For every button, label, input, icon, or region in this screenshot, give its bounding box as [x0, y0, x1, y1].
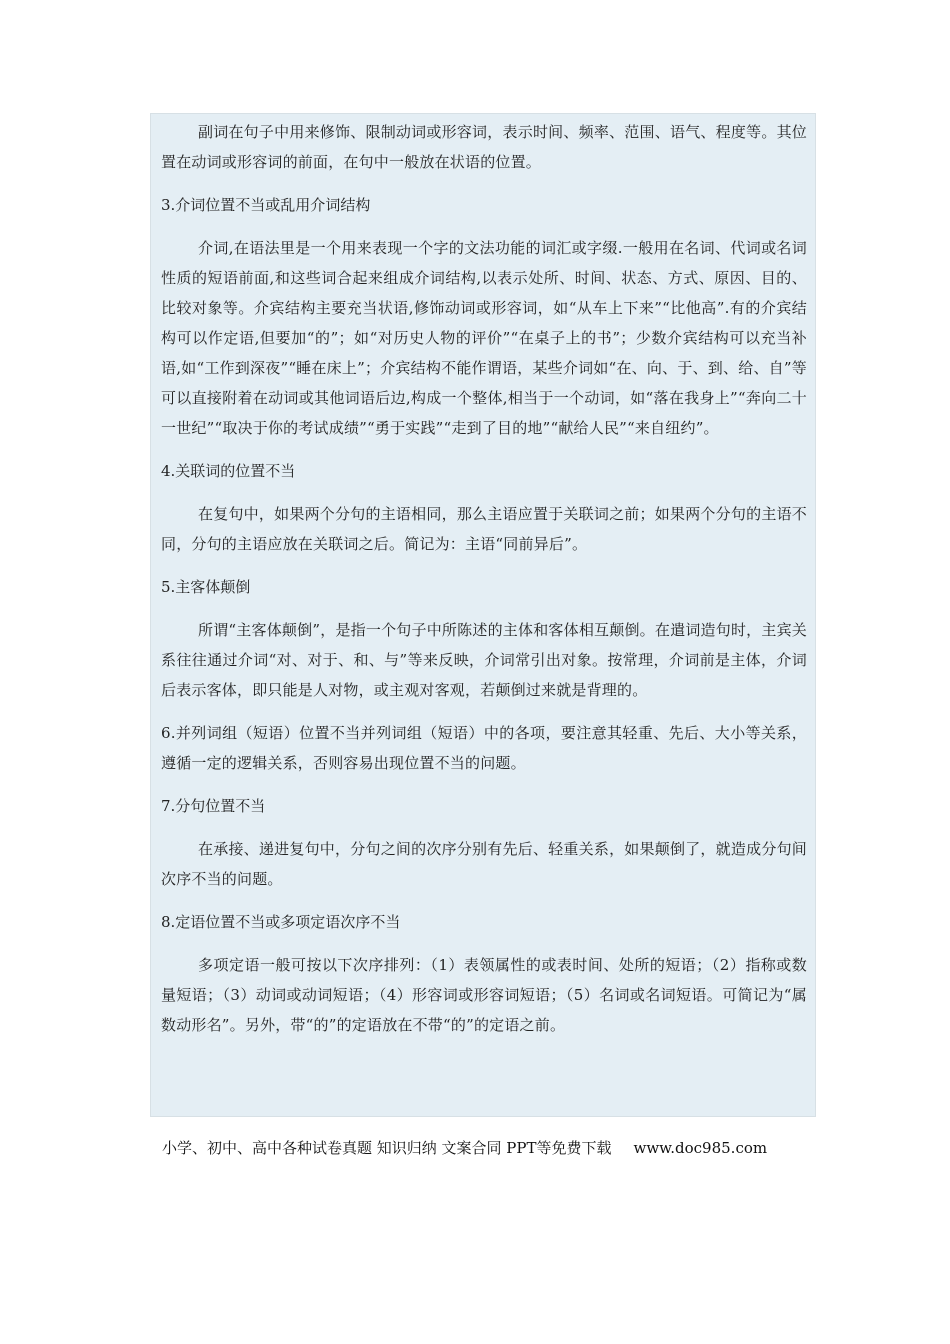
paragraph-clause-order: 在承接、递进复句中，分句之间的次序分别有先后、轻重关系，如果颠倒了，就造成分句间次序不当的问题。 — [161, 840, 807, 888]
paragraph-attributive-order: 多项定语一般可按以下次序排列：（1）表领属性的或表时间、处所的短语；（2）指称或数量短语；（3）动词或动词短语；（4）形容词或形容词短语；（5）名词或名词短语。可简记为“属数动形名”。另外，带“的”的定语放在不带“的”的定语之前。 — [161, 956, 807, 1034]
heading-5-subject-object: 5.主客体颠倒 — [161, 578, 251, 596]
heading-8-attributive-order: 8.定语位置不当或多项定语次序不当 — [161, 913, 401, 931]
paragraph-subject-object-reversal: 所谓“主客体颠倒”，是指一个句子中所陈述的主体和客体相互颠倒。在遣词造句时，主宾关系往往通过介词“对、对于、和、与”等来反映，介词常引出对象。按常理，介词前是主体，介词后表示客体，即只能是人对物，或主观对客观，若颠倒过来就是背理的。 — [161, 621, 807, 699]
footer-url[interactable]: www.doc985.com — [633, 1139, 768, 1157]
paragraph-adverb-position: 副词在句子中用来修饰、限制动词或形容词，表示时间、频率、范围、语气、程度等。其位置在动词或形容词的前面，在句中一般放在状语的位置。 — [161, 123, 807, 171]
footer-text: 小学、初中、高中各种试卷真题 知识归纳 文案合同 PPT等免费下载 — [162, 1139, 612, 1157]
page-footer — [162, 1134, 767, 1162]
heading-3-preposition: 3.介词位置不当或乱用介词结构 — [161, 196, 371, 214]
content-box — [150, 113, 816, 1117]
paragraph-conjunction-position: 在复句中，如果两个分句的主语相同，那么主语应置于关联词之前；如果两个分句的主语不同，分句的主语应放在关联词之后。简记为：主语“同前异后”。 — [161, 505, 807, 553]
heading-4-conjunction: 4.关联词的位置不当 — [161, 462, 296, 480]
heading-7-clause-position: 7.分句位置不当 — [161, 797, 266, 815]
paragraph-preposition-structure: 介词,在语法里是一个用来表现一个字的文法功能的词汇或字缀.一般用在名词、代词或名词性质的短语前面,和这些词合起来组成介词结构,以表示处所、时间、状态、方式、原因、目的、比较对象等。介宾结构主要充当状语,修饰动词或形容词，如“从车上下来”“比他高”.有的介宾结构可以作定语,但要加“的”；如“对历史人物的评价”“在桌子上的书”；少数介宾结构可以充当补语,如“工作到深夜”“睡在床上”；介宾结构不能作谓语，某些介词如“在、向、于、到、给、自”等可以直接附着在动词或其他词语后边,构成一个整体,相当于一个动词，如“落在我身上”“奔向二十一世纪”“取决于你的考试成绩”“勇于实践”“走到了目的地”“献给人民”“来自纽约”。 — [161, 239, 807, 437]
heading-6-parallel-phrases: 6.并列词组（短语）位置不当并列词组（短语）中的各项，要注意其轻重、先后、大小等关系，遵循一定的逻辑关系，否则容易出现位置不当的问题。 — [161, 724, 807, 772]
